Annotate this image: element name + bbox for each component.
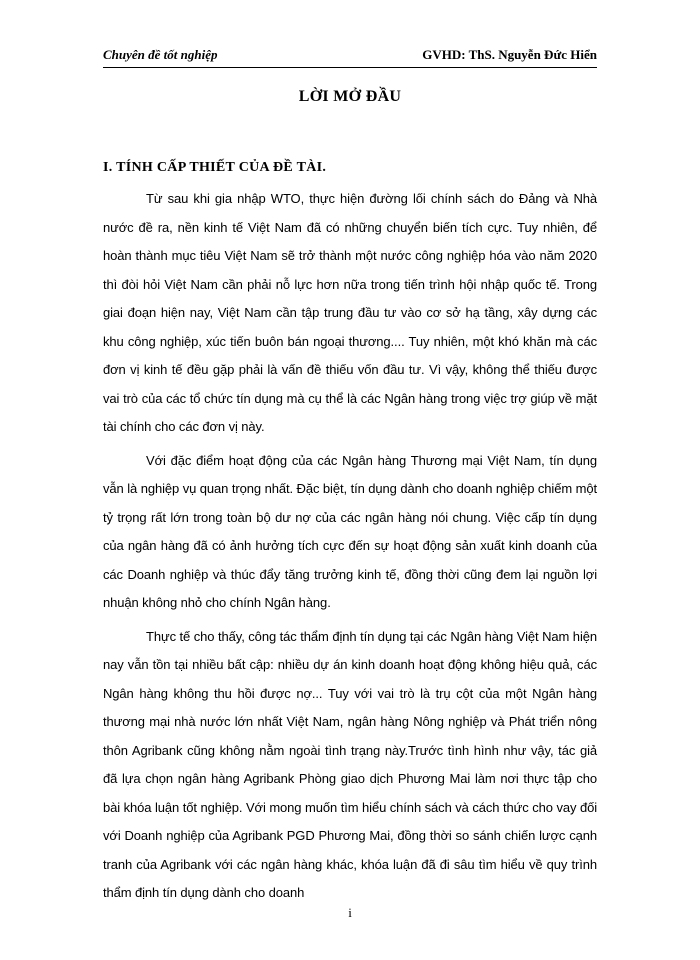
header-advisor: GVHD: ThS. Nguyễn Đức Hiển: [422, 47, 597, 62]
page-number: i: [348, 905, 352, 920]
section-heading: I. TÍNH CẤP THIẾT CỦA ĐỀ TÀI.: [103, 160, 327, 175]
body-text: [103, 185, 597, 913]
page-title: LỜI MỞ ĐẦU: [298, 88, 402, 105]
page-header: [103, 44, 597, 68]
paragraph: Từ sau khi gia nhập WTO, thực hiện đường lối chính sách do Đảng và Nhà nước đề ra, nền kinh tế Việt Nam đã có những chuyển biến tích cực. Tuy nhiên, để hoàn thành mục tiêu Việt Nam sẽ trở thành một nước công nghiệp hóa vào năm 2020 thì đòi hỏi Việt Nam cần phải nỗ lực hơn nữa trong tiến trình hội nhập quốc tế. Trong giai đoạn hiện nay, Việt Nam cần tập trung đầu tư vào cơ sở hạ tầng, xây dựng các khu công nghiệp, xúc tiến buôn bán ngoại thương.... Tuy nhiên, một khó khăn mà các đơn vị kinh tế đều gặp phải là vấn đề thiếu vốn đầu tư. Vì vậy, không thể thiếu được vai trò của các tổ chức tín dụng mà cụ thể là các Ngân hàng trong việc trợ giúp về mặt tài chính cho các đơn vị này.: [103, 191, 597, 434]
paragraph: Với đặc điểm hoạt động của các Ngân hàng Thương mại Việt Nam, tín dụng vẫn là nghiệp vụ quan trọng nhất. Đặc biệt, tín dụng dành cho doanh nghiệp chiếm một tỷ trọng rất lớn trong toàn bộ dư nợ của các ngân hàng nói chung. Việc cấp tín dụng của ngân hàng đã có ảnh hưởng tích cực đến sự hoạt động sản xuất kinh doanh của các Doanh nghiệp và thúc đẩy tăng trưởng kinh tế, đồng thời cũng đem lại nguồn lợi nhuận không nhỏ cho chính Ngân hàng.: [103, 452, 597, 610]
header-course-label: Chuyên đề tốt nghiệp: [103, 47, 218, 62]
paragraph: Thực tế cho thấy, công tác thẩm định tín dụng tại các Ngân hàng Việt Nam hiện nay vẫn tồn tại nhiều bất cập: nhiều dự án kinh doanh hoạt động không hiệu quả, các Ngân hàng không thu hồi được nợ... Tuy với vai trò là trụ cột của một Ngân hàng thương mại nhà nước lớn nhất Việt Nam, ngân hàng Nông nghiệp và Phát triển nông thôn Agribank cũng không nằm ngoài tình trạng này.Trước tình hình như vậy, tác giả đã lựa chọn ngân hàng Agribank Phòng giao dịch Phương Mai làm nơi thực tập cho bài khóa luận tốt nghiệp. Với mong muốn tìm hiểu chính sách và cách thức cho vay đối với Doanh nghiệp của Agribank PGD Phương Mai, đồng thời so sánh chiến lược cạnh tranh của Agribank với các ngân hàng khác, khóa luận đã đi sâu tìm hiểu về quy trình thẩm định tín dụng dành cho doanh: [103, 628, 597, 900]
